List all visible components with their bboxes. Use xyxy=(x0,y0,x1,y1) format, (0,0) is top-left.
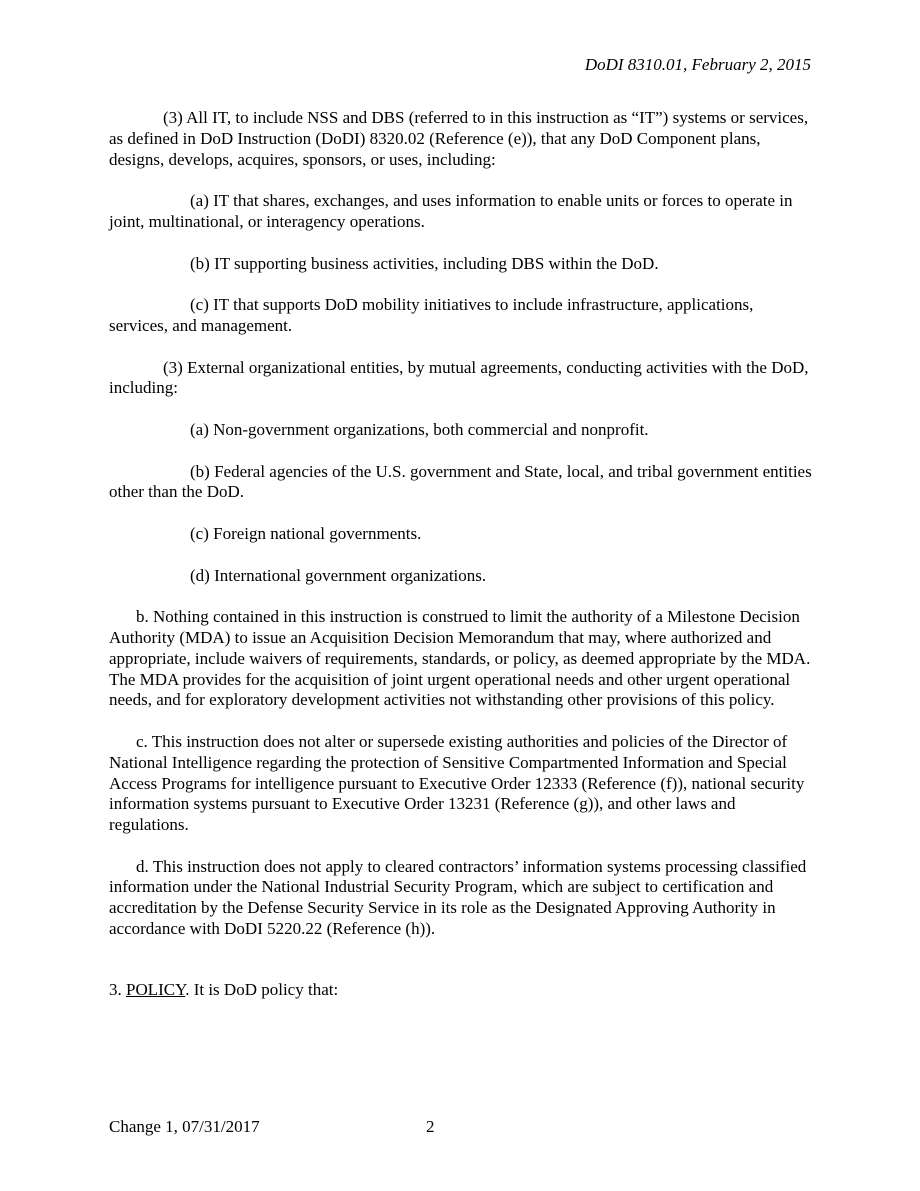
paragraph-external-a: (a) Non-government organizations, both commercial and nonprofit. xyxy=(190,419,649,439)
change-footer: Change 1, 07/31/2017 xyxy=(109,1117,260,1136)
paragraph-d: d. This instruction does not apply to cleared contractors’ information systems processing classified information under the National Industrial Security Program, which are subject to certification and accreditation by the Defense Security Service in its role as the Designated Approving Authority in accordance with DoDI 5220.22 (Reference (h)). xyxy=(109,856,807,939)
policy-heading: POLICY xyxy=(126,979,186,999)
paragraph-1a3c: (c) IT that supports DoD mobility initiatives to include infrastructure, applications, services, and management. xyxy=(109,295,754,335)
policy-number: 3. xyxy=(109,979,126,999)
paragraph-external-b: (b) Federal agencies of the U.S. government and State, local, and tribal government entities other than the DoD. xyxy=(109,461,812,502)
paragraph-external-d: (d) International government organizations. xyxy=(190,565,487,585)
policy-text: . It is DoD policy that: xyxy=(185,979,339,999)
document-body xyxy=(109,108,814,1001)
paragraph-1a3a: (a) IT that shares, exchanges, and uses information to enable units or forces to operate in joint, multinational, or interagency operations. xyxy=(109,191,793,231)
paragraph-1a3b: (b) IT supporting business activities, including DBS within the DoD. xyxy=(190,253,659,273)
paragraph-1a3: (3) All IT, to include NSS and DBS (referred to in this instruction as “IT”) systems or services, as defined in DoD Instruction (DoDI) 8320.02 (Reference (e)), that any DoD Component plans, designs, develops, acquires, sponsors, or uses, including: xyxy=(109,108,809,169)
page-number: 2 xyxy=(426,1117,435,1136)
document-citation: DoDI 8310.01, February 2, 2015 xyxy=(584,55,811,74)
paragraph-external-c: (c) Foreign national governments. xyxy=(190,523,422,543)
paragraph-1a3-external: (3) External organizational entities, by mutual agreements, conducting activities with the DoD, including: xyxy=(109,357,809,398)
paragraph-b: b. Nothing contained in this instruction is construed to limit the authority of a Milestone Decision Authority (MDA) to issue an Acquisition Decision Memorandum that may, where authorized and appropriate, include waivers of requirements, standards, or policy, as deemed appropriate by the MDA. The MDA provides for the acquisition of joint urgent operational needs and other urgent operational needs, and for exploratory development activities not withstanding other provisions of this policy. xyxy=(109,607,811,710)
paragraph-c: c. This instruction does not alter or supersede existing authorities and policies of the Director of National Intelligence regarding the protection of Sensitive Compartmented Information and Special Access Programs for intelligence pursuant to Executive Order 12333 (Reference (f)), national security information systems pursuant to Executive Order 13231 (Reference (g)), and other laws and regulations. xyxy=(109,731,805,835)
policy-section xyxy=(109,980,814,1001)
